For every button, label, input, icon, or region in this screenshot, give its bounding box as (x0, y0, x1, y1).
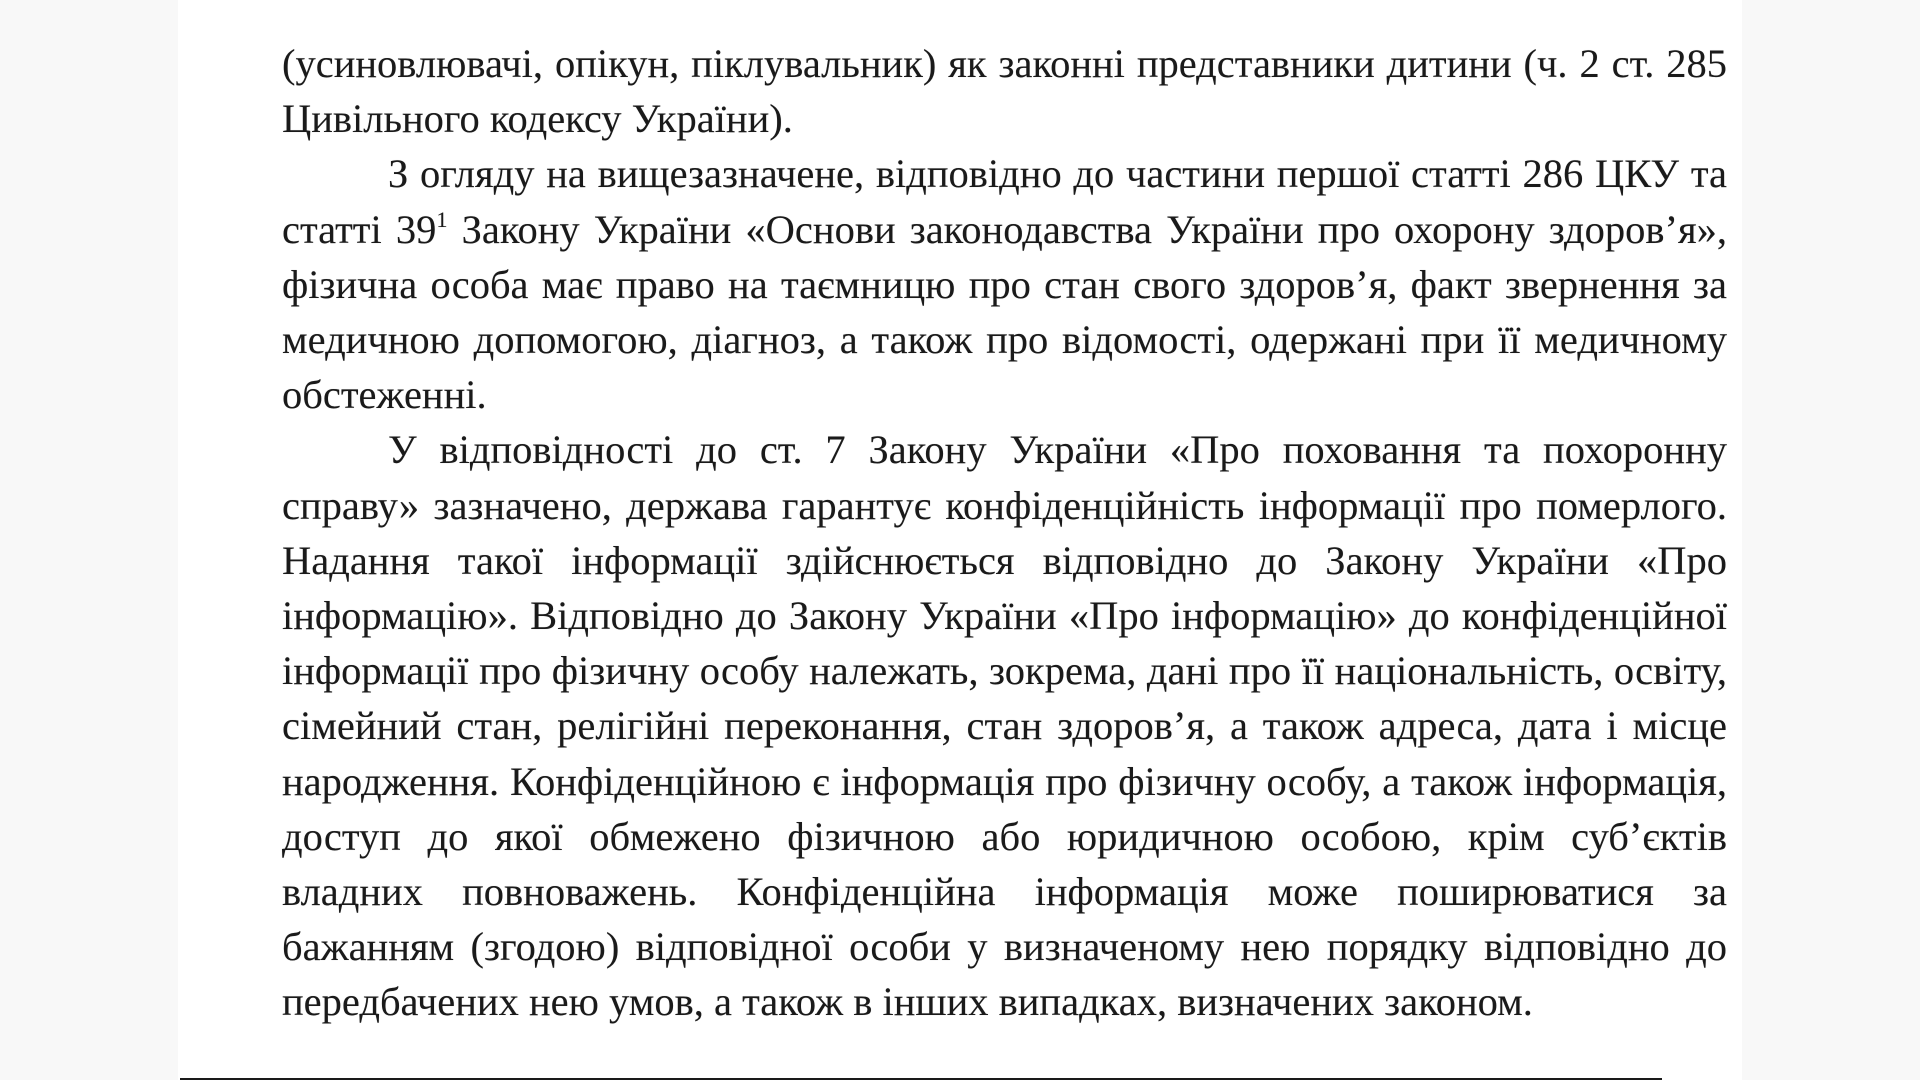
article-superscript: 1 (436, 206, 448, 232)
document-text (282, 36, 1727, 1030)
paragraph-confidential-info: У відповідності до ст. 7 Закону України «Про поховання та похоронну справу» зазначено, держава гарантує конфіденційність інформації про померлого. Надання такої інформації здійснюється відповідно до Закону України «Про інформацію». Відповідно до Закону України «Про інформацію» до конфіденційної інформації про фізичну особу належать, зокрема, дані про її національність, освіту, сімейний стан, релігійні переконання, стан здоров’я, а також адреса, дата і місце народження. Конфіденційною є інформація про фізичну особу, а також інформація, доступ до якої обмежено фізичною або юридичною особою, крім суб’єктів владних повноважень. Конфіденційна інформація може поширюватися за бажанням (згодою) відповідної особи у визначеному нею порядку відповідно до передбачених нею умов, а також в інших випадках, визначених законом. (282, 427, 1727, 1025)
right-margin-shade (1742, 0, 1920, 1080)
paragraph-text-before-superscript: З огляду на вищезазначене, відповідно до частини першої статті 286 ЦКУ та статті 39 (282, 151, 1727, 252)
paragraph-text-after-superscript: Закону України «Основи законодавства України про охорону здоров’я», фізична особа має право на таємницю про стан свого здоров’я, факт звернення за медичною допомогою, діагноз, а також про відомості, одержані при її медичному обстеженні. (282, 206, 1728, 418)
paragraph-privacy-rights (282, 146, 1727, 422)
paragraph-continuation: (усиновлювачі, опікун, піклувальник) як законні представники дитини (ч. 2 ст. 285 Цивільного кодексу України). (282, 41, 1727, 142)
left-margin-shade (0, 0, 178, 1080)
